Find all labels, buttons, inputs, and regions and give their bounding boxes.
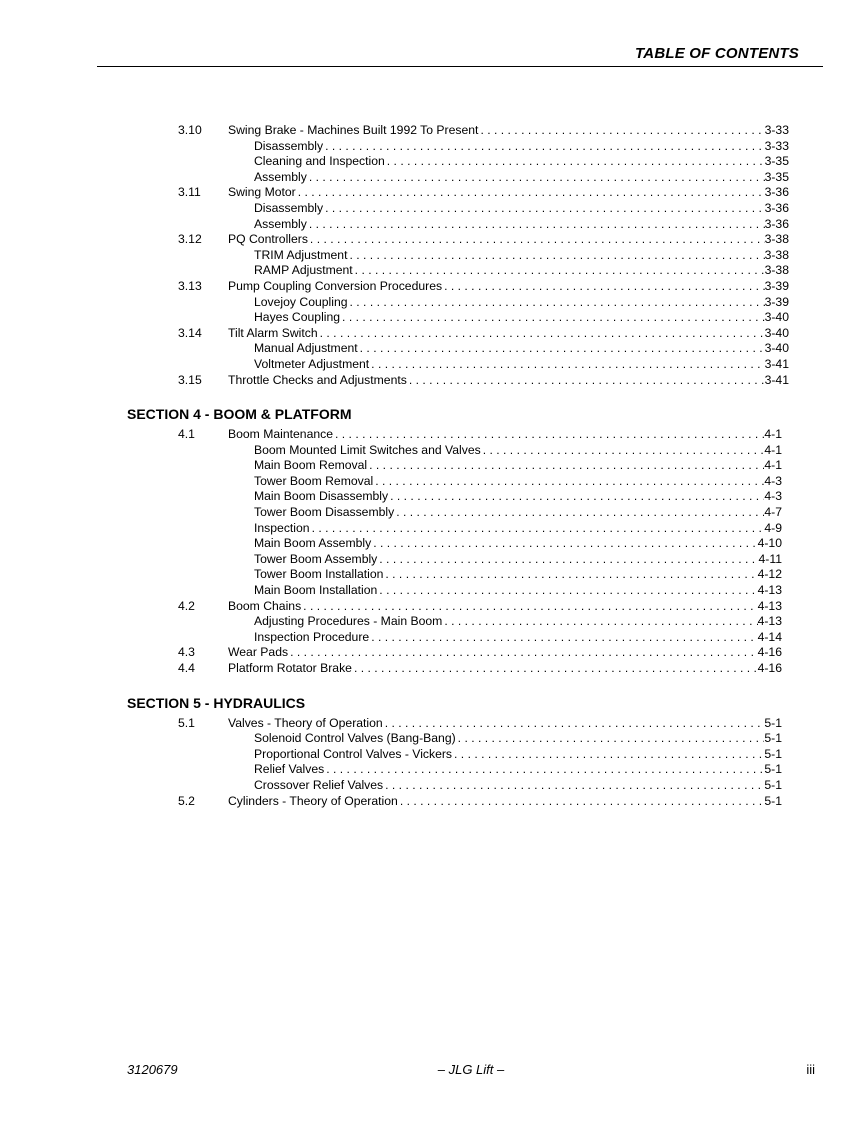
toc-entry-line xyxy=(254,552,782,568)
toc-entry-line xyxy=(254,217,789,233)
toc-entry-page: 3-33 xyxy=(764,123,789,137)
toc-entry-title: Inspection Procedure xyxy=(254,629,370,644)
toc-entry-number: 3.14 xyxy=(178,325,202,340)
toc-entry[interactable] xyxy=(0,474,866,490)
toc-entry-line xyxy=(228,645,782,661)
toc-entry-page: 4-3 xyxy=(764,489,782,504)
toc-entry-line xyxy=(228,326,789,342)
toc-entry[interactable] xyxy=(0,731,866,747)
dot-leader xyxy=(333,427,764,443)
toc-entry-line xyxy=(254,583,782,599)
toc-entry-page: 4-11 xyxy=(758,551,782,566)
toc-entry-number: 3.13 xyxy=(178,278,202,293)
dot-leader xyxy=(456,731,765,747)
toc-entry[interactable] xyxy=(0,263,866,279)
toc-entry-line xyxy=(254,201,789,217)
dot-leader xyxy=(377,583,757,599)
toc-entry[interactable] xyxy=(0,458,866,474)
dot-leader xyxy=(369,630,757,646)
toc-entry[interactable] xyxy=(0,443,866,459)
dot-leader xyxy=(358,341,765,357)
toc-entry-page: 3-39 xyxy=(764,294,789,309)
toc-entry-title: Main Boom Assembly xyxy=(254,536,372,551)
dot-leader xyxy=(318,326,765,342)
toc-entry-page: 4-14 xyxy=(757,629,782,644)
toc-entry-page: 3-35 xyxy=(764,169,789,184)
toc-entry-title: Lovejoy Coupling xyxy=(254,294,348,309)
toc-entry-line xyxy=(254,747,782,763)
toc-entry[interactable] xyxy=(0,521,866,537)
toc-entry-line xyxy=(254,489,782,505)
toc-entry-page: 3-40 xyxy=(764,325,789,340)
toc-entry-number: 5.2 xyxy=(178,793,195,808)
toc-entry-line xyxy=(254,443,782,459)
toc-entry-page: 4-13 xyxy=(757,614,782,629)
toc-entry-title: Proportional Control Valves - Vickers xyxy=(254,746,453,761)
toc-entry[interactable] xyxy=(0,217,866,233)
toc-entry-page: 4-1 xyxy=(764,458,782,473)
toc-entry[interactable] xyxy=(0,310,866,326)
dot-leader xyxy=(385,154,765,170)
toc-entry-line xyxy=(228,232,789,248)
toc-entry[interactable] xyxy=(0,326,866,342)
toc-entry[interactable] xyxy=(0,599,866,615)
toc-entry-title: Cylinders - Theory of Operation xyxy=(228,793,398,808)
dot-leader xyxy=(377,552,758,568)
dot-leader xyxy=(347,248,764,264)
dot-leader xyxy=(388,489,764,505)
toc-entry-title: Swing Brake - Machines Built 1992 To Present xyxy=(228,123,479,137)
toc-entry-page: 4-3 xyxy=(764,473,782,488)
toc-entry-title: Pump Coupling Conversion Procedures xyxy=(228,278,443,293)
toc-entry-title: Boom Mounted Limit Switches and Valves xyxy=(254,442,481,457)
toc-entry-title: Adjusting Procedures - Main Boom xyxy=(254,614,443,629)
toc-entry-page: 3-38 xyxy=(764,232,789,247)
toc-entry-page: 3-38 xyxy=(764,263,789,278)
toc-entry-line xyxy=(254,778,782,794)
toc-entry-title: Disassembly xyxy=(254,200,324,215)
toc-entry-number: 3.15 xyxy=(178,372,202,387)
section-heading-label: SECTION 5 - HYDRAULICS xyxy=(127,694,306,711)
toc-entry[interactable] xyxy=(0,373,866,389)
dot-leader xyxy=(324,762,764,778)
toc-entry[interactable] xyxy=(0,123,866,139)
toc-group-section-4 xyxy=(0,427,866,677)
toc-entry[interactable] xyxy=(0,201,866,217)
toc-entry-title: Main Boom Installation xyxy=(254,583,378,598)
toc-entry[interactable] xyxy=(0,170,866,186)
toc-entry-page: 5-1 xyxy=(764,746,782,761)
toc-entry-page: 4-13 xyxy=(757,583,782,598)
footer-doc-number: 3120679 xyxy=(127,1062,178,1077)
toc-entry-title: Cleaning and Inspection xyxy=(254,154,385,169)
toc-entry-title: Swing Motor xyxy=(228,185,296,200)
dot-leader xyxy=(348,295,765,311)
toc-entry-line xyxy=(228,716,782,732)
toc-entry[interactable] xyxy=(0,552,866,568)
toc-entry-title: Main Boom Removal xyxy=(254,458,368,473)
dot-leader xyxy=(398,794,765,810)
toc-entry[interactable] xyxy=(0,489,866,505)
toc-entry[interactable] xyxy=(0,716,866,732)
dot-leader xyxy=(478,123,764,139)
toc-entry-title: Inspection xyxy=(254,520,310,535)
toc-entry-page: 5-1 xyxy=(764,731,782,746)
toc-entry-line xyxy=(254,614,782,630)
dot-leader xyxy=(288,645,758,661)
toc-entry[interactable] xyxy=(0,661,866,677)
toc-entry-page: 3-41 xyxy=(764,356,789,371)
toc-entry-title: Tower Boom Assembly xyxy=(254,551,378,566)
toc-entry-page: 3-38 xyxy=(764,247,789,262)
toc-entry-page: 3-39 xyxy=(764,278,789,293)
toc-entry-number: 5.1 xyxy=(178,715,195,730)
toc-entry-page: 3-35 xyxy=(764,154,789,169)
toc-entry-page: 3-40 xyxy=(764,341,789,356)
toc-entry-line xyxy=(254,505,782,521)
toc-entry-number: 4.1 xyxy=(178,427,195,442)
toc-entry-title: Manual Adjustment xyxy=(254,341,358,356)
toc-entry-page: 4-7 xyxy=(764,505,782,520)
dot-leader xyxy=(383,716,765,732)
footer-page-number: iii xyxy=(806,1062,815,1077)
toc-entry-title: Boom Maintenance xyxy=(228,427,334,442)
toc-entry[interactable] xyxy=(0,567,866,583)
toc-entry-line xyxy=(254,536,782,552)
toc-entry-page: 4-1 xyxy=(764,442,782,457)
toc-entry-title: Voltmeter Adjustment xyxy=(254,356,370,371)
dot-leader xyxy=(367,458,764,474)
toc-entry-line xyxy=(254,263,789,279)
toc-entry-page: 3-36 xyxy=(764,200,789,215)
toc-entry-page: 3-36 xyxy=(764,216,789,231)
toc-entry-page: 4-10 xyxy=(757,536,782,551)
page-header-title: TABLE OF CONTENTS xyxy=(635,45,799,62)
toc-entry-line xyxy=(228,185,789,201)
toc-entry-line xyxy=(254,139,789,155)
toc-entry-title: Tower Boom Installation xyxy=(254,567,384,582)
toc-entry-title: Disassembly xyxy=(254,138,324,153)
dot-leader xyxy=(442,279,765,295)
toc-entry-line xyxy=(254,310,789,326)
toc-entry-page: 4-16 xyxy=(757,661,782,675)
toc-entry-page: 4-13 xyxy=(757,598,782,613)
dot-leader xyxy=(323,201,765,217)
toc-entry-title: Main Boom Disassembly xyxy=(254,489,389,504)
dot-leader xyxy=(373,474,764,490)
toc-entry-title: Assembly xyxy=(254,169,307,184)
page-footer xyxy=(127,1062,815,1080)
toc-entry-title: TRIM Adjustment xyxy=(254,247,348,262)
toc-entry-title: Platform Rotator Brake xyxy=(228,661,352,675)
toc-entry-title: Throttle Checks and Adjustments xyxy=(228,372,407,387)
dot-leader xyxy=(383,778,764,794)
toc-entry[interactable] xyxy=(0,630,866,646)
dot-leader xyxy=(308,232,765,248)
page-header xyxy=(97,44,823,67)
toc-entry-number: 4.4 xyxy=(178,661,195,675)
toc-group-section-5 xyxy=(0,716,866,810)
toc-entry-line xyxy=(228,123,789,139)
toc-entry-number: 4.3 xyxy=(178,645,195,660)
toc-entry[interactable] xyxy=(0,357,866,373)
toc-entry[interactable] xyxy=(0,645,866,661)
toc-entry-page: 4-16 xyxy=(757,645,782,660)
toc-entry-line xyxy=(254,762,782,778)
toc-entry-line xyxy=(254,341,789,357)
dot-leader xyxy=(442,614,757,630)
dot-leader xyxy=(452,747,764,763)
toc-entry-line xyxy=(254,521,782,537)
toc-entry[interactable] xyxy=(0,279,866,295)
toc-entry-title: Tower Boom Removal xyxy=(254,473,374,488)
dot-leader xyxy=(310,521,765,537)
toc-entry-title: Valves - Theory of Operation xyxy=(228,715,383,730)
toc-entry-line xyxy=(228,599,782,615)
toc-entry-line xyxy=(228,661,782,677)
dot-leader xyxy=(383,567,757,583)
toc-entry-title: Wear Pads xyxy=(228,645,289,660)
toc-entry-page: 4-9 xyxy=(764,520,782,535)
toc-entry[interactable] xyxy=(0,154,866,170)
toc-entry[interactable] xyxy=(0,536,866,552)
footer-brand: – JLG Lift – xyxy=(437,1062,505,1077)
toc-entry[interactable] xyxy=(0,505,866,521)
dot-leader xyxy=(352,661,758,677)
toc-entry-line xyxy=(254,170,789,186)
dot-leader xyxy=(353,263,765,279)
toc-entry-page: 4-1 xyxy=(764,427,782,442)
section-heading-label: SECTION 4 - BOOM & PLATFORM xyxy=(127,406,352,423)
toc-entry-title: Assembly xyxy=(254,216,307,231)
toc-entry-page: 5-1 xyxy=(764,762,782,777)
dot-leader xyxy=(307,217,765,233)
toc-entry[interactable] xyxy=(0,614,866,630)
toc-entry-title: Tower Boom Disassembly xyxy=(254,505,395,520)
toc-entry-page: 5-1 xyxy=(764,715,782,730)
toc-entry[interactable] xyxy=(0,762,866,778)
toc-group-section-3 xyxy=(0,123,866,388)
section-heading-4[interactable] xyxy=(0,402,866,426)
toc-entry-line xyxy=(254,357,789,373)
toc-entry-title: PQ Controllers xyxy=(228,232,308,247)
dot-leader xyxy=(369,357,764,373)
toc-entry-number: 3.12 xyxy=(178,232,202,247)
toc-entry[interactable] xyxy=(0,295,866,311)
toc-entry-line xyxy=(254,154,789,170)
section-heading-5[interactable] xyxy=(0,691,866,715)
dot-leader xyxy=(481,443,765,459)
toc-entry[interactable] xyxy=(0,427,866,443)
toc-entry-line xyxy=(254,248,789,264)
toc-entry-line xyxy=(228,427,782,443)
toc-entry-page: 3-33 xyxy=(764,138,789,153)
toc-entry-number: 3.10 xyxy=(178,123,202,137)
toc-entry-title: Solenoid Control Valves (Bang-Bang) xyxy=(254,731,456,746)
table-of-contents xyxy=(0,123,866,809)
toc-entry-number: 4.2 xyxy=(178,598,195,613)
toc-entry[interactable] xyxy=(0,583,866,599)
toc-entry[interactable] xyxy=(0,341,866,357)
toc-entry-line xyxy=(254,630,782,646)
toc-entry[interactable] xyxy=(0,794,866,810)
toc-entry[interactable] xyxy=(0,778,866,794)
toc-entry-title: Relief Valves xyxy=(254,762,325,777)
toc-entry-line xyxy=(254,295,789,311)
toc-entry-line xyxy=(228,794,782,810)
toc-entry[interactable] xyxy=(0,248,866,264)
toc-entry-line xyxy=(254,458,782,474)
dot-leader xyxy=(307,170,765,186)
dot-leader xyxy=(296,185,765,201)
toc-entry-line xyxy=(254,567,782,583)
dot-leader xyxy=(371,536,757,552)
dot-leader xyxy=(407,373,765,389)
toc-entry[interactable] xyxy=(0,747,866,763)
toc-entry-title: Crossover Relief Valves xyxy=(254,777,384,792)
toc-entry-title: Tilt Alarm Switch xyxy=(228,325,318,340)
toc-entry-page: 5-1 xyxy=(764,793,782,808)
toc-entry-line xyxy=(254,474,782,490)
toc-entry-line xyxy=(228,279,789,295)
dot-leader xyxy=(301,599,757,615)
toc-entry-line xyxy=(254,731,782,747)
toc-entry-page: 5-1 xyxy=(764,777,782,792)
toc-entry-title: Boom Chains xyxy=(228,598,302,613)
toc-entry-line xyxy=(228,373,789,389)
toc-entry[interactable] xyxy=(0,232,866,248)
toc-entry-title: Hayes Coupling xyxy=(254,310,341,325)
toc-entry-page: 3-41 xyxy=(764,372,789,387)
toc-entry[interactable] xyxy=(0,139,866,155)
dot-leader xyxy=(323,139,765,155)
toc-entry-title: RAMP Adjustment xyxy=(254,263,353,278)
dot-leader xyxy=(340,310,765,326)
toc-entry-page: 3-36 xyxy=(764,185,789,200)
toc-entry[interactable] xyxy=(0,185,866,201)
dot-leader xyxy=(394,505,764,521)
toc-entry-number: 3.11 xyxy=(178,185,201,200)
toc-entry-page: 3-40 xyxy=(764,310,789,325)
toc-entry-page: 4-12 xyxy=(757,567,782,582)
